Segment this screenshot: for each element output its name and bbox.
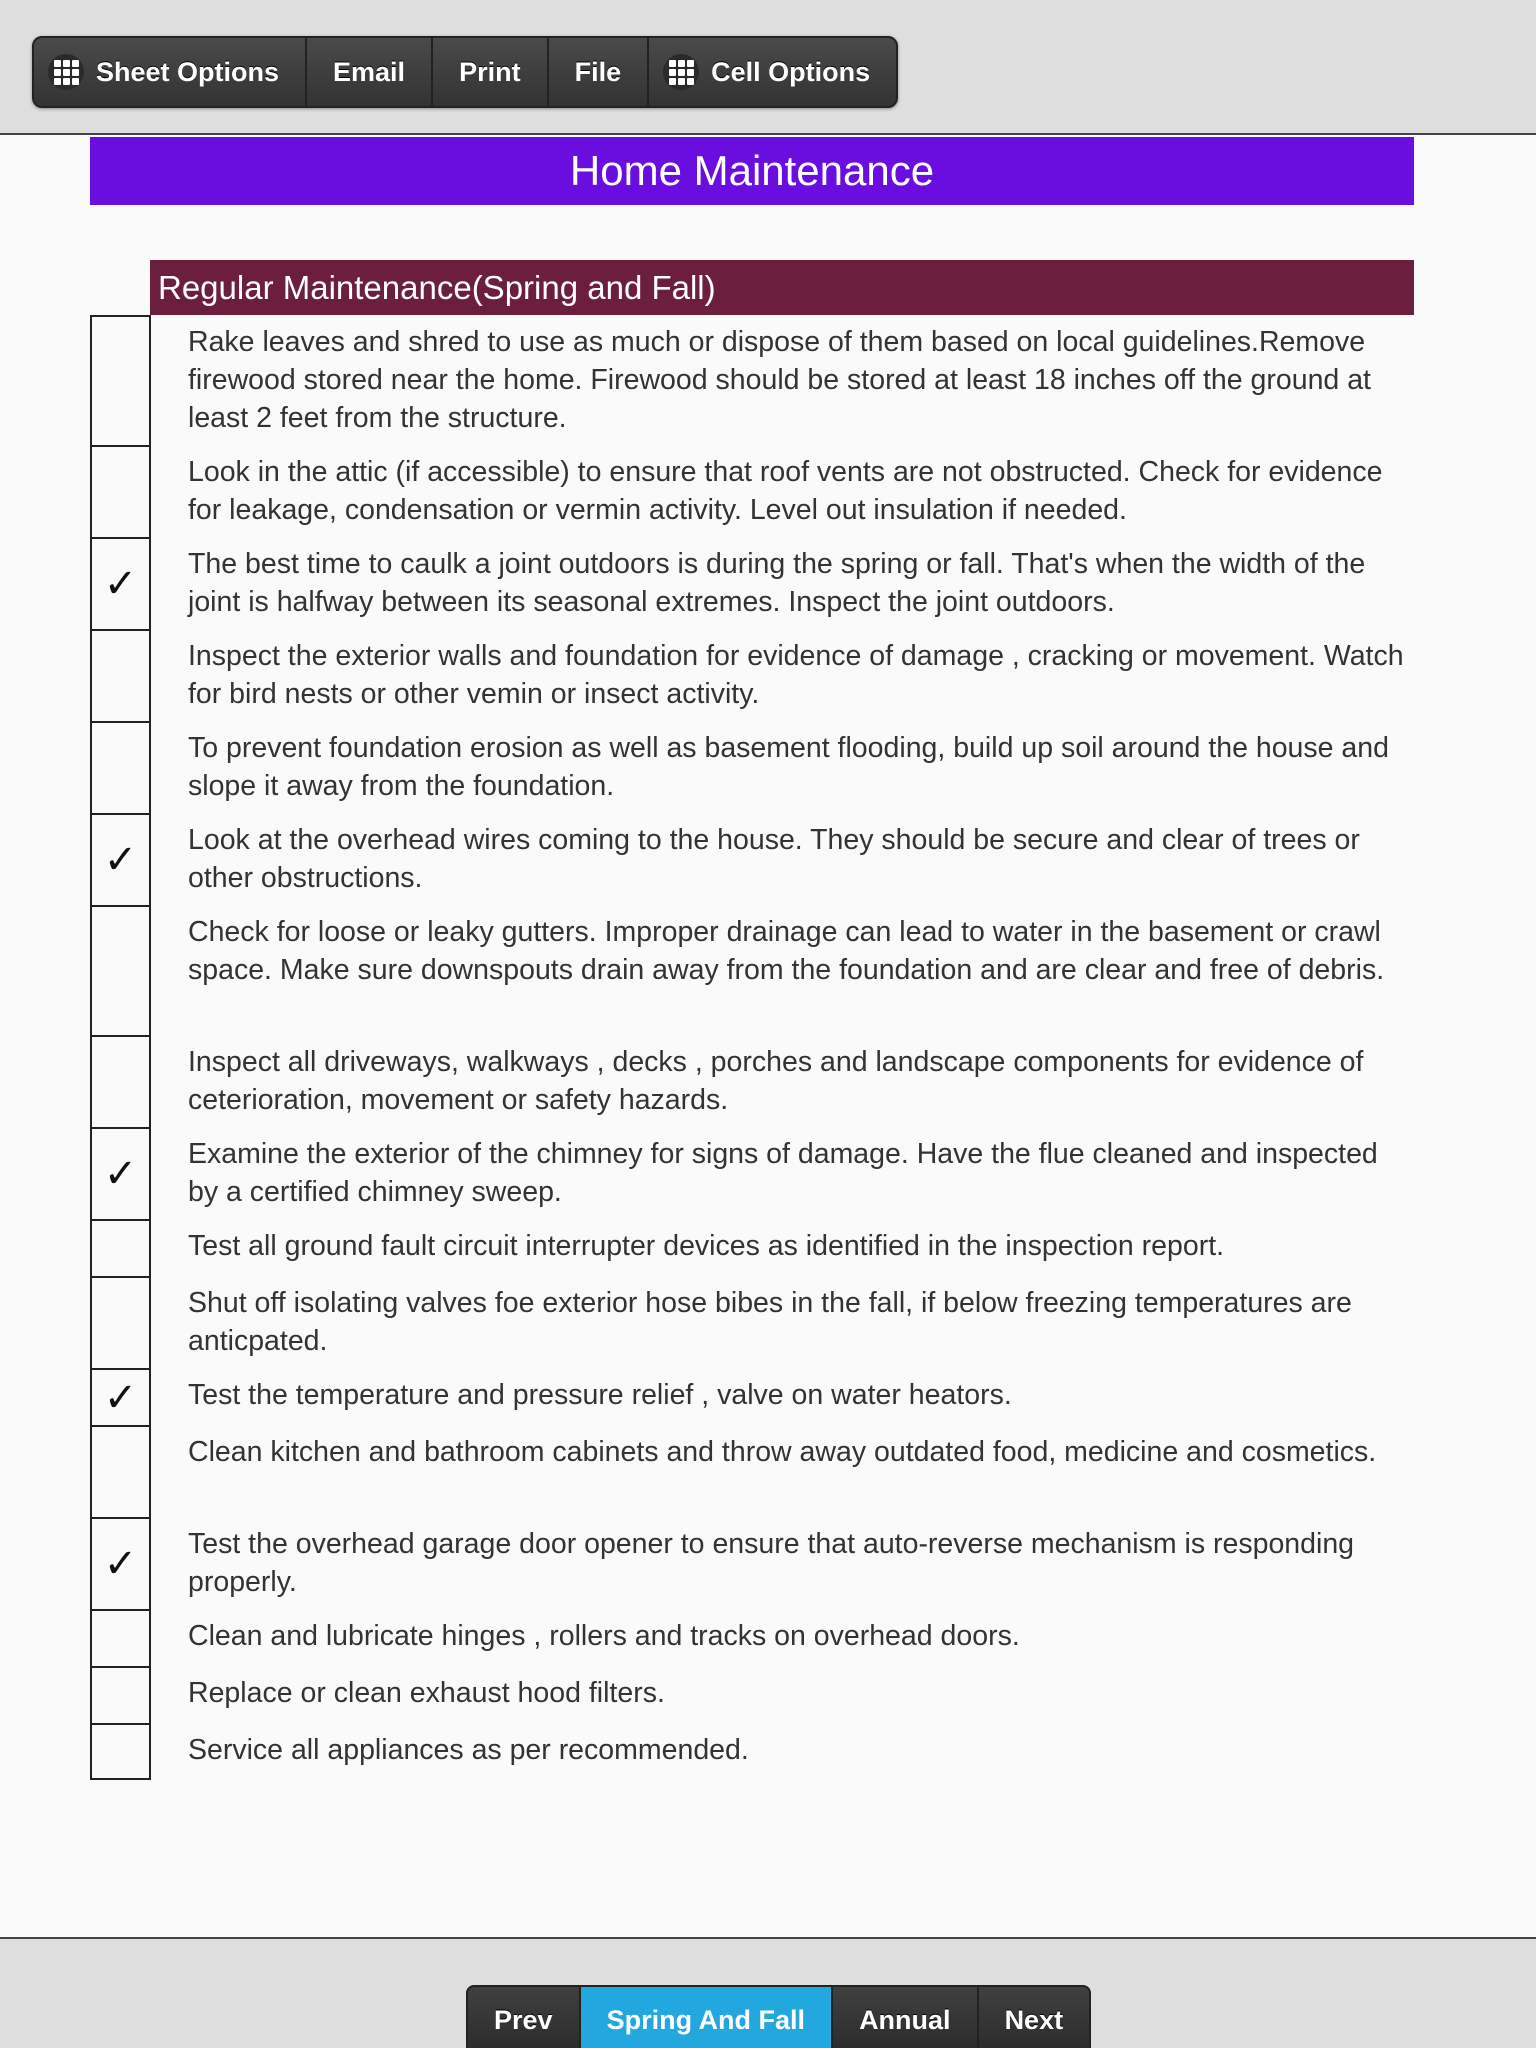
next-button[interactable]: Next — [1004, 2004, 1064, 2035]
task-checkbox[interactable] — [90, 1666, 151, 1723]
task-row — [90, 1517, 1414, 1609]
task-text[interactable]: Service all appliances as per recommended. — [188, 1734, 749, 1766]
task-text[interactable]: Clean kitchen and bathroom cabinets and throw away outdated food, medicine and cosmetics. — [188, 1436, 1377, 1468]
section-header[interactable]: Regular Maintenance(Spring and Fall) — [150, 260, 1414, 315]
task-text[interactable]: Shut off isolating valves foe exterior hose bibes in the fall, if below freezing temperatures are anticpated. — [188, 1287, 1352, 1357]
task-text[interactable]: Check for loose or leaky gutters. Improper drainage can lead to water in the basement or crawl space. Make sure downspouts drain away from the foundation and are clear and free of debris. — [188, 916, 1385, 986]
task-text[interactable]: Replace or clean exhaust hood filters. — [188, 1677, 665, 1709]
task-text[interactable]: Test the overhead garage door opener to ensure that auto-reverse mechanism is responding properly. — [188, 1528, 1355, 1598]
task-row — [90, 1425, 1414, 1517]
task-text[interactable]: Rake leaves and shred to use as much or dispose of them based on local guidelines.Remove firewood stored near the home. Firewood should be stored at least 18 inches off the ground at least 2 feet from the structure. — [188, 326, 1371, 434]
task-checkbox[interactable] — [90, 1517, 151, 1609]
task-row — [90, 1276, 1414, 1368]
task-list — [90, 315, 1414, 1780]
task-checkbox[interactable] — [90, 905, 151, 1035]
task-checkbox[interactable] — [90, 445, 151, 537]
task-row — [90, 629, 1414, 721]
task-checkbox[interactable] — [90, 813, 151, 905]
task-row — [90, 1127, 1414, 1219]
task-row — [90, 1368, 1414, 1425]
task-row — [90, 1035, 1414, 1127]
file-label: File — [574, 56, 622, 87]
bottom-navigation-area — [0, 1937, 1536, 2048]
task-row — [90, 905, 1414, 1035]
task-text[interactable]: Look in the attic (if accessible) to ensure that roof vents are not obstructed. Check for evidence for leakage, condensation or vermin activity. Level out insulation if needed. — [188, 456, 1383, 526]
tab-annual[interactable]: Annual — [833, 1987, 979, 2048]
task-text[interactable]: Test all ground fault circuit interrupter devices as identified in the inspection report. — [188, 1230, 1225, 1262]
check-mark-icon: ✓ — [103, 1374, 138, 1421]
file-button[interactable] — [549, 38, 650, 106]
task-checkbox[interactable] — [90, 721, 151, 813]
task-checkbox[interactable] — [90, 1425, 151, 1517]
sheet-options-label: Sheet Options — [96, 56, 280, 87]
task-row — [90, 537, 1414, 629]
prev-button[interactable]: Prev — [468, 1987, 581, 2048]
task-checkbox[interactable] — [90, 629, 151, 721]
task-row — [90, 813, 1414, 905]
task-checkbox[interactable] — [90, 1723, 151, 1780]
grid-menu-icon — [48, 54, 84, 90]
task-checkbox[interactable] — [90, 1127, 151, 1219]
main-toolbar — [32, 36, 898, 108]
cell-options-label: Cell Options — [711, 56, 871, 87]
task-checkbox[interactable] — [90, 315, 151, 445]
task-checkbox[interactable] — [90, 1609, 151, 1666]
grid-menu-icon — [663, 54, 699, 90]
tab-spring-and-fall[interactable]: Spring And Fall — [581, 1987, 834, 2048]
check-mark-icon: ✓ — [103, 837, 138, 883]
task-checkbox[interactable] — [90, 1219, 151, 1276]
check-mark-icon: ✓ — [103, 561, 138, 607]
task-text[interactable]: Inspect the exterior walls and foundation for evidence of damage , cracking or movement. Watch for bird nests or other vemin or insect activity. — [188, 640, 1404, 710]
task-checkbox[interactable] — [90, 537, 151, 629]
top-toolbar-area — [0, 0, 1536, 135]
task-checkbox[interactable] — [90, 1368, 151, 1425]
task-text[interactable]: The best time to caulk a joint outdoors is during the spring or fall. That's when the width of the joint is halfway between its seasonal extremes. Inspect the joint outdoors. — [188, 548, 1366, 618]
task-row — [90, 1609, 1414, 1666]
task-checkbox[interactable] — [90, 1276, 151, 1368]
task-row — [90, 1219, 1414, 1276]
task-text[interactable]: Clean and lubricate hinges , rollers and tracks on overhead doors. — [188, 1620, 1020, 1652]
check-mark-icon: ✓ — [103, 1151, 138, 1197]
task-text[interactable]: Test the temperature and pressure relief , valve on water heators. — [188, 1379, 1012, 1411]
task-text[interactable]: To prevent foundation erosion as well as basement flooding, build up soil around the house and slope it away from the foundation. — [188, 732, 1389, 802]
sheet-options-button[interactable] — [34, 38, 307, 106]
task-text[interactable]: Look at the overhead wires coming to the house. They should be secure and clear of trees or other obstructions. — [188, 824, 1360, 894]
email-button[interactable] — [307, 38, 433, 106]
task-row — [90, 315, 1414, 445]
email-label: Email — [333, 56, 406, 87]
task-text[interactable]: Examine the exterior of the chimney for signs of damage. Have the flue cleaned and inspected by a certified chimney sweep. — [188, 1138, 1378, 1208]
task-row — [90, 721, 1414, 813]
check-mark-icon: ✓ — [103, 1541, 138, 1587]
cell-options-button[interactable] — [649, 38, 896, 106]
sheet-pager — [466, 1985, 1091, 2048]
task-row — [90, 445, 1414, 537]
task-text[interactable]: Inspect all driveways, walkways , decks , porches and landscape components for evidence of ceterioration, movement or safety hazards. — [188, 1046, 1364, 1116]
task-checkbox[interactable] — [90, 1035, 151, 1127]
task-row — [90, 1723, 1414, 1780]
task-row — [90, 1666, 1414, 1723]
sheet-title[interactable]: Home Maintenance — [90, 137, 1414, 205]
print-label: Print — [459, 56, 521, 87]
print-button[interactable] — [433, 38, 549, 106]
